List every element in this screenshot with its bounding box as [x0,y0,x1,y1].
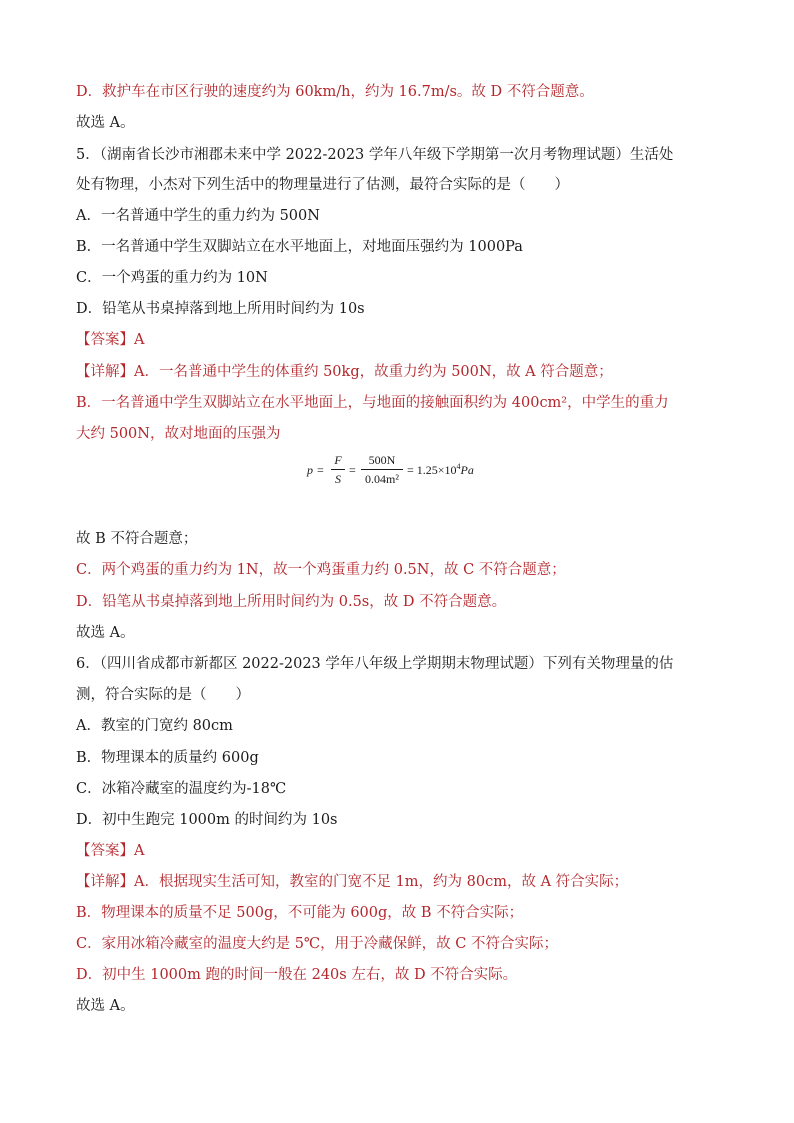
formula-result: = $1.25\times 10^4Pa$ [407,462,474,477]
question-5-title-cont: 处有物理，小杰对下列生活中的物理量进行了估测，最符合实际的是（ ） [76,177,569,193]
formula-equals-1: = [317,463,324,477]
detail-tag: 【详解】 [76,364,134,380]
question-6-option-c: C．冰箱冷藏室的温度约为-18℃ [76,781,287,797]
detail-text: A．一名普通中学生的体重约 50kg，故重力约为 500N，故 A 符合题意； [134,364,613,380]
question-6-detail-c: C．家用冰箱冷藏室的温度大约是 5℃，用于冷藏保鲜，故 C 不符合实际； [76,936,558,952]
question-6-detail-b: B．物理课本的质量不足 500g，不可能为 600g，故 B 不符合实际； [76,905,524,921]
formula-fraction-values: 500N 0.04m² [361,452,403,487]
question-5-option-c: C．一个鸡蛋的重力约为 10N [76,270,268,286]
question-5-detail-d: D．铅笔从书桌掉落到地上所用时间约为 0.5s，故 D 不符合题意。 [76,594,507,610]
question-6-option-a: A．教室的门宽约 80cm [76,718,233,734]
answer-tag: 【答案】 [76,843,134,859]
question-5-title: 5．（湖南省长沙市湘郡未来中学 2022-2023 学年八年级下学期第一次月考物理试题）生活处 [76,147,674,163]
formula-equals-2: = [349,463,356,477]
question-6-option-b: B．物理课本的质量约 600g [76,750,259,766]
question-5-answer [76,330,726,350]
question-6-title-cont: 测，符合实际的是（ ） [76,687,250,703]
question-6-answer [76,841,726,861]
question-5-detail-b-cont: 大约 500N，故对地面的压强为 [76,426,281,442]
question-6-title: 6．（四川省成都市新都区 2022-2023 学年八年级上学期期末物理试题）下列有关物理量的估 [76,656,674,672]
question-5-option-d: D．铅笔从书桌掉落到地上所用时间约为 10s [76,301,365,317]
answer-value: A [134,332,145,348]
question-5-option-b: B．一名普通中学生双脚站立在水平地面上，对地面压强约为 1000Pa [76,239,523,255]
question-5-conclusion: 故选 A。 [76,625,135,641]
answer-tag: 【答案】 [76,332,134,348]
question-5-detail-b: B．一名普通中学生双脚站立在水平地面上，与地面的接触面积约为 400cm²，中学生的重力 [76,395,669,411]
question-6-conclusion: 故选 A。 [76,998,135,1014]
question-6-option-d: D．初中生跑完 1000m 的时间约为 10s [76,812,338,828]
conclusion-line: 故选 A。 [76,115,135,131]
question-5-detail-a [76,362,726,382]
detail-text: A．根据现实生活可知，教室的门宽不足 1m，约为 80cm，故 A 符合实际； [134,874,629,890]
question-5-detail-b-end: 故 B 不符合题意； [76,531,198,547]
question-6-detail-a [76,872,726,892]
formula-p: p [307,463,313,477]
detail-tag: 【详解】 [76,874,134,890]
question-6-detail-d: D．初中生 1000m 跑的时间一般在 240s 左右，故 D 不符合实际。 [76,967,518,983]
option-d-explanation: D．救护车在市区行驶的速度约为 60km/h，约为 16.7m/s。故 D 不符合题意。 [76,84,594,100]
formula-fraction-symbolic: F S [331,452,345,487]
question-5-option-a: A．一名普通中学生的重力约为 500N [76,208,320,224]
question-5-detail-c: C．两个鸡蛋的重力约为 1N，故一个鸡蛋重力约 0.5N，故 C 不符合题意； [76,562,566,578]
answer-value: A [134,843,145,859]
